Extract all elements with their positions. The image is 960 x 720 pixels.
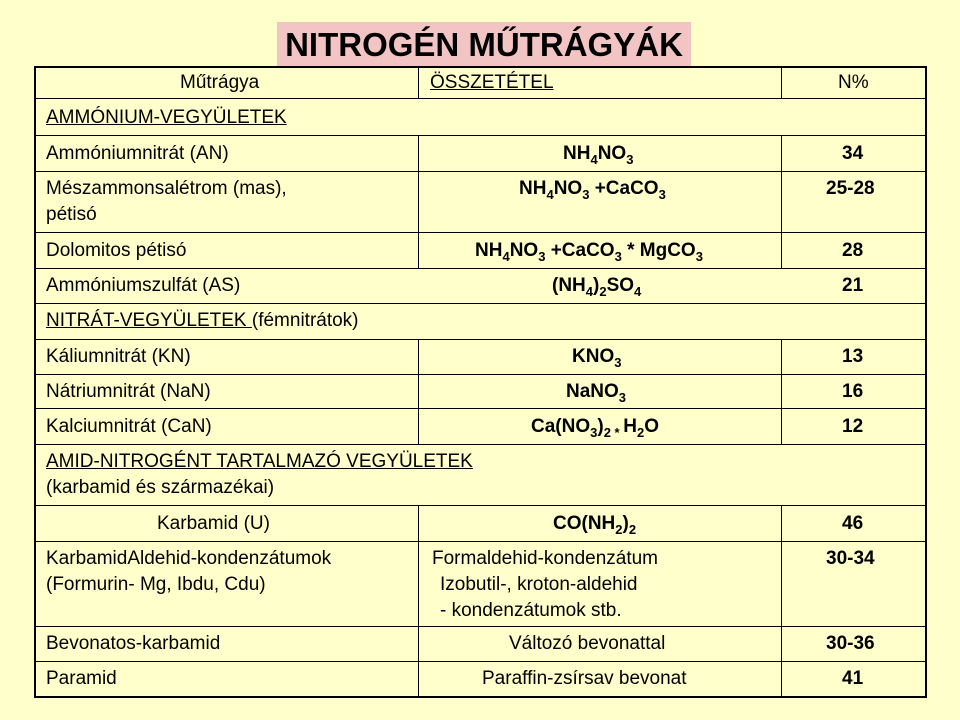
row-divider (35, 661, 926, 662)
row-name: Nátriumnitrát (NaN) (46, 381, 211, 402)
column-divider (781, 135, 782, 268)
column-divider (418, 505, 419, 697)
row-name: Paramid (46, 668, 117, 689)
row-divider (35, 135, 926, 136)
row-divider (35, 374, 926, 375)
n-value: 12 (842, 416, 864, 437)
column-divider (781, 339, 782, 444)
row-name: Karbamid (U) (157, 513, 270, 534)
n-value: 25-28 (826, 178, 875, 199)
page-title: NITROGÉN MŰTRÁGYÁK (277, 22, 691, 66)
row-divider (35, 232, 926, 233)
section-nitrate: NITRÁT-VEGYÜLETEK (fémnitrátok) (46, 310, 359, 331)
row-name: Mészammonsalétrom (mas), (46, 178, 287, 199)
formula: $NH_4NO_3$ +CaCO$_3$ * MgCO$_3$ (475, 240, 703, 264)
row-name: Ammóniumnitrát (AN) (46, 143, 229, 164)
section-amid-sub: (karbamid és származékai) (46, 477, 275, 498)
row-divider (35, 444, 926, 445)
row-divider (35, 268, 926, 269)
n-value: 21 (842, 275, 864, 296)
n-value: 13 (842, 346, 864, 367)
composition: Izobutil-, kroton-aldehid (440, 574, 638, 595)
composition: Formaldehid-kondenzátum (432, 548, 659, 569)
column-divider (781, 67, 782, 98)
formula: $NH_4NO_3$ +CaCO$_3$ (519, 178, 666, 202)
formula: $NH_4NO_3$ (563, 143, 634, 167)
header-fertilizer: Műtrágya (180, 72, 260, 93)
row-name: Káliumnitrát (KN) (46, 346, 191, 367)
composition: - kondenzátumok stb. (440, 600, 622, 621)
column-divider (418, 135, 419, 268)
row-name: KarbamidAldehid-kondenzátumok (46, 548, 332, 569)
column-divider (418, 339, 419, 444)
row-name-cont: (Formurin- Mg, Ibdu, Cdu) (46, 574, 266, 595)
formula: $CO(NH_2)_2$ (553, 513, 637, 537)
formula: NaNO$_3$ (566, 381, 627, 405)
formula: $Ca(NO_3)_2$ $_*$ $H_2O$ (531, 416, 659, 440)
column-divider (781, 505, 782, 697)
formula: $(NH_4)_2SO_4$ (552, 275, 642, 299)
column-divider (418, 67, 419, 98)
n-value: 34 (842, 143, 864, 164)
n-value: 16 (842, 381, 864, 402)
row-divider (35, 339, 926, 340)
row-divider (35, 408, 926, 409)
row-name: Kalciumnitrát (CaN) (46, 416, 212, 437)
row-divider (35, 171, 926, 172)
n-value: 28 (842, 240, 864, 261)
n-value: 30-34 (826, 548, 875, 569)
n-value: 41 (842, 668, 864, 689)
row-name: Dolomitos pétisó (46, 240, 187, 261)
header-composition: ÖSSZETÉTEL (430, 72, 554, 93)
composition: Változó bevonattal (509, 633, 666, 654)
row-divider (35, 626, 926, 627)
formula: $KNO_3$ (572, 346, 622, 370)
row-divider (35, 505, 926, 506)
section-ammonium: AMMÓNIUM-VEGYÜLETEK (46, 107, 287, 128)
row-name: Bevonatos-karbamid (46, 633, 221, 654)
header-n-percent: N% (838, 72, 869, 93)
row-divider (35, 541, 926, 542)
section-amid: AMID-NITROGÉNT TARTALMAZÓ VEGYÜLETEK (46, 451, 473, 472)
row-name-cont: pétisó (46, 204, 97, 225)
n-value: 30-36 (826, 633, 875, 654)
n-value: 46 (842, 513, 864, 534)
composition: Paraffin-zsírsav bevonat (482, 668, 687, 689)
row-divider (35, 303, 926, 304)
row-name: Ammóniumszulfát (AS) (46, 275, 241, 296)
row-divider (35, 98, 926, 99)
